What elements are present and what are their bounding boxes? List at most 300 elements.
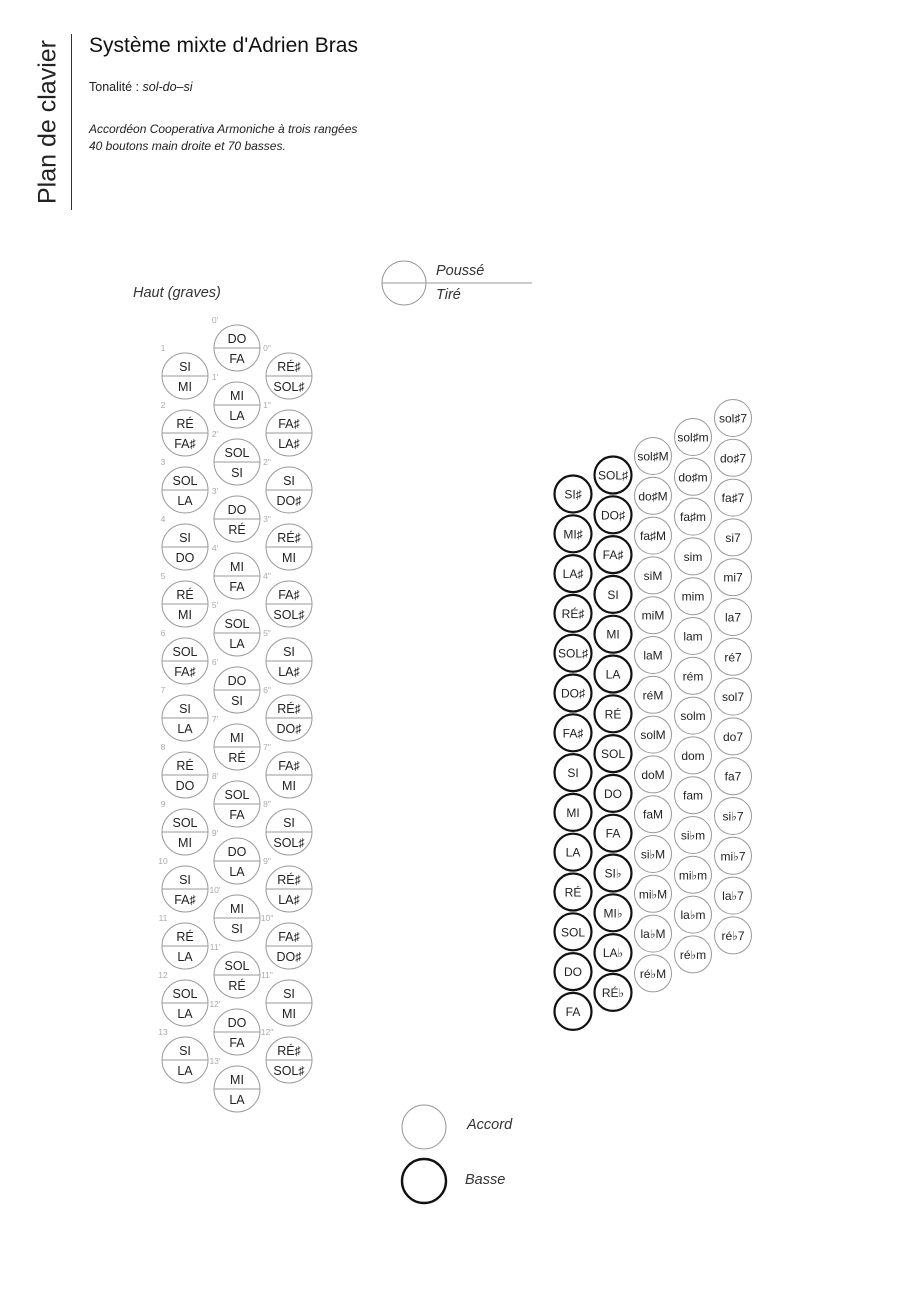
chord-label: fa♯7: [721, 491, 745, 506]
pull-note: DO♯: [276, 494, 302, 508]
treble-button[interactable]: [263, 685, 312, 741]
push-note: RÉ♯: [277, 702, 301, 716]
bass-note-label: MI: [606, 627, 620, 642]
pull-note: FA: [229, 1036, 245, 1050]
treble-button[interactable]: [161, 571, 208, 627]
treble-button[interactable]: [158, 970, 208, 1026]
chord-button[interactable]: [675, 896, 712, 933]
bass-note-label: RÉ: [564, 885, 582, 900]
push-note: SI: [179, 1044, 191, 1058]
chord-label: si♭7: [722, 809, 744, 824]
chord-button[interactable]: [675, 498, 712, 535]
chord-label: mi♭7: [720, 849, 746, 864]
bass-note-label: SOL: [600, 747, 626, 762]
button-number: 7': [211, 714, 219, 724]
button-number: 1': [211, 372, 219, 382]
chord-label: dom: [681, 748, 705, 763]
button-number: 8': [211, 771, 219, 781]
chord-button[interactable]: [675, 538, 712, 575]
pull-note: LA: [229, 409, 245, 423]
push-note: RÉ♯: [277, 1044, 301, 1058]
bass-note-label: RÉ: [604, 707, 622, 722]
chord-button[interactable]: [675, 936, 712, 973]
chord-button[interactable]: [675, 657, 712, 694]
chord-label: laM: [643, 648, 663, 663]
bass-note-label: SOL♯: [597, 468, 629, 483]
treble-button[interactable]: [158, 856, 208, 912]
push-note: FA♯: [278, 930, 300, 944]
chord-button[interactable]: [715, 559, 752, 596]
bass-button[interactable]: [555, 874, 592, 911]
chord-button[interactable]: [715, 718, 752, 755]
legend-chord-label: Accord: [467, 1117, 513, 1133]
left-hand-bass-keyboard: [555, 400, 752, 1030]
bass-button[interactable]: [555, 714, 592, 751]
pull-note: RÉ: [228, 979, 246, 993]
push-note: DO: [227, 503, 247, 517]
top-graves-label: Haut (graves): [133, 285, 221, 301]
push-note: MI: [230, 902, 244, 916]
button-number: 13': [209, 1056, 221, 1066]
chord-label: ré♭M: [639, 966, 667, 981]
treble-button[interactable]: [161, 628, 208, 684]
pull-note: RÉ: [228, 751, 246, 765]
button-number: 2: [160, 400, 166, 410]
treble-button[interactable]: [158, 1027, 208, 1083]
chord-label: solm: [680, 709, 706, 724]
pull-note: SOL♯: [273, 608, 305, 622]
chord-label: ré♭7: [721, 928, 745, 943]
pull-note: LA: [177, 494, 193, 508]
push-note: SI: [283, 474, 295, 488]
chord-label: si7: [725, 530, 741, 545]
bass-button[interactable]: [595, 536, 632, 573]
chord-label: la♭7: [722, 889, 744, 904]
treble-button[interactable]: [263, 856, 312, 912]
chord-label: rém: [682, 669, 704, 684]
button-number: 11: [158, 913, 168, 923]
bass-button[interactable]: [595, 695, 632, 732]
chord-label: mi♭M: [638, 887, 668, 902]
bass-note-label: FA♯: [602, 548, 624, 563]
push-note: SI: [179, 531, 191, 545]
button-number: 12': [209, 999, 221, 1009]
button-number: 4': [211, 543, 219, 553]
push-note: DO: [227, 674, 247, 688]
vertical-title-text: Plan de clavier: [33, 40, 62, 204]
bass-button[interactable]: [595, 457, 632, 494]
button-number: 4: [160, 514, 166, 524]
chord-label: si♭M: [640, 847, 666, 862]
bass-button[interactable]: [555, 794, 592, 831]
button-number: 5': [211, 600, 219, 610]
chord-button[interactable]: [715, 877, 752, 914]
push-note: RÉ: [176, 759, 194, 773]
treble-button[interactable]: [209, 999, 260, 1055]
pull-note: LA: [177, 950, 193, 964]
push-note: SI: [179, 360, 191, 374]
pull-note: SI: [231, 922, 243, 936]
bass-button[interactable]: [555, 515, 592, 552]
treble-button[interactable]: [161, 400, 208, 456]
treble-button[interactable]: [263, 742, 312, 798]
button-number: 8: [160, 742, 166, 752]
bass-button[interactable]: [595, 934, 632, 971]
treble-button[interactable]: [212, 771, 260, 827]
button-number: 8": [263, 799, 271, 809]
button-number: 5": [263, 628, 271, 638]
push-note: SOL: [172, 816, 198, 830]
push-note: DO: [227, 845, 247, 859]
treble-button[interactable]: [263, 799, 312, 855]
button-number: 11': [209, 942, 221, 952]
chord-button[interactable]: [715, 519, 752, 556]
chord-label: fa♯M: [639, 529, 667, 544]
push-note: DO: [227, 1016, 247, 1030]
treble-button[interactable]: [261, 970, 312, 1026]
button-number: 3': [211, 486, 219, 496]
button-number: 2': [211, 429, 219, 439]
pull-note: FA♯: [174, 437, 196, 451]
chord-label: la♭m: [680, 908, 706, 923]
treble-button[interactable]: [161, 742, 208, 798]
push-note: MI: [230, 731, 244, 745]
bass-note-label: RÉ♯: [561, 606, 585, 621]
push-note: SOL: [224, 617, 250, 631]
button-number: 6: [160, 628, 166, 638]
pull-note: SOL♯: [273, 836, 305, 850]
bass-legend-icon: [402, 1159, 446, 1203]
bass-button[interactable]: [555, 476, 592, 513]
push-note: SOL: [172, 987, 198, 1001]
chord-label: mi7: [723, 570, 743, 585]
button-number: 3: [160, 457, 166, 467]
chord-button[interactable]: [675, 419, 712, 456]
chord-button[interactable]: [715, 439, 752, 476]
bass-button[interactable]: [555, 993, 592, 1030]
chord-button[interactable]: [635, 836, 672, 873]
bass-button[interactable]: [555, 834, 592, 871]
chord-label: do♯7: [719, 451, 747, 466]
button-number: 1: [160, 343, 166, 353]
bass-note-label: DO♯: [601, 508, 625, 523]
treble-button[interactable]: [161, 685, 208, 741]
bass-button[interactable]: [595, 576, 632, 613]
chord-label: ré♭m: [679, 947, 707, 962]
bass-note-label: SI: [607, 587, 619, 602]
chord-label: si♭m: [680, 828, 706, 843]
treble-button[interactable]: [161, 799, 208, 855]
chord-label: sim: [683, 549, 703, 564]
pull-note: FA♯: [174, 665, 196, 679]
push-note: MI: [230, 560, 244, 574]
chord-button[interactable]: [675, 618, 712, 655]
bass-note-label: DO: [604, 786, 622, 801]
bass-button[interactable]: [595, 616, 632, 653]
push-note: SI: [283, 816, 295, 830]
bass-note-label: RÉ♭: [601, 985, 625, 1000]
bass-button[interactable]: [595, 656, 632, 693]
chord-label: ré7: [724, 650, 742, 665]
chord-label: fa7: [724, 769, 742, 784]
treble-button[interactable]: [212, 600, 260, 656]
push-note: SI: [283, 645, 295, 659]
chord-label: sol♯m: [677, 430, 709, 445]
chord-label: sol♯7: [718, 411, 748, 426]
chord-button[interactable]: [675, 777, 712, 814]
chord-button[interactable]: [635, 716, 672, 753]
button-number: 12": [260, 1027, 274, 1037]
pull-note: MI: [178, 380, 192, 394]
push-note: MI: [230, 389, 244, 403]
pull-note: MI: [282, 551, 296, 565]
bass-button[interactable]: [555, 635, 592, 672]
chord-button[interactable]: [675, 578, 712, 615]
chord-button[interactable]: [715, 758, 752, 795]
chord-legend-icon: [402, 1105, 446, 1149]
chord-button[interactable]: [635, 955, 672, 992]
bass-button[interactable]: [555, 595, 592, 632]
pull-note: SOL♯: [273, 380, 305, 394]
chord-label: faM: [642, 807, 664, 822]
push-note: SOL: [224, 959, 250, 973]
chord-button[interactable]: [715, 917, 752, 954]
push-note: FA♯: [278, 417, 300, 431]
bass-note-label: FA♯: [562, 726, 584, 741]
bass-button[interactable]: [595, 974, 632, 1011]
chord-button[interactable]: [715, 678, 752, 715]
button-number: 6': [211, 657, 219, 667]
button-number: 9: [160, 799, 166, 809]
button-number: 0": [263, 343, 271, 353]
chord-button[interactable]: [635, 676, 672, 713]
chord-label: solM: [640, 728, 666, 743]
bass-note-label: LA: [605, 667, 621, 682]
chord-label: siM: [643, 568, 663, 583]
button-number: 1": [263, 400, 271, 410]
button-number: 4": [263, 571, 271, 581]
tonality-value: sol-do–si: [142, 80, 193, 94]
treble-button[interactable]: [161, 343, 208, 399]
pull-note: DO: [175, 779, 195, 793]
bass-note-label: MI♯: [563, 527, 583, 542]
pull-note: MI: [178, 608, 192, 622]
pull-note: MI: [282, 779, 296, 793]
chord-button[interactable]: [715, 837, 752, 874]
chord-button[interactable]: [675, 697, 712, 734]
pull-note: DO♯: [276, 722, 302, 736]
bass-button[interactable]: [555, 754, 592, 791]
button-number: 10: [158, 856, 168, 866]
button-number: 5: [160, 571, 166, 581]
push-note: SOL: [172, 645, 198, 659]
push-note: RÉ♯: [277, 531, 301, 545]
push-note: SI: [179, 873, 191, 887]
chord-button[interactable]: [715, 599, 752, 636]
pull-note: LA♯: [278, 665, 300, 679]
chord-button[interactable]: [635, 517, 672, 554]
button-number: 10': [209, 885, 221, 895]
chord-button[interactable]: [635, 915, 672, 952]
treble-button[interactable]: [212, 315, 260, 371]
chord-button[interactable]: [635, 875, 672, 912]
pull-note: DO♯: [276, 950, 302, 964]
button-number: 9': [211, 828, 219, 838]
bass-note-label: DO: [564, 965, 582, 980]
pull-note: MI: [282, 1007, 296, 1021]
chord-button[interactable]: [675, 458, 712, 495]
push-note: SI: [283, 987, 295, 1001]
bass-button[interactable]: [595, 775, 632, 812]
bass-note-label: LA♭: [602, 946, 624, 961]
pull-note: LA: [177, 722, 193, 736]
push-note: SOL: [224, 446, 250, 460]
treble-button[interactable]: [263, 514, 312, 570]
push-note: FA♯: [278, 759, 300, 773]
pull-note: FA: [229, 580, 245, 594]
treble-button[interactable]: [212, 429, 260, 485]
chord-label: réM: [642, 688, 664, 703]
button-number: 3": [263, 514, 271, 524]
push-note: RÉ: [176, 930, 194, 944]
treble-button[interactable]: [161, 514, 208, 570]
chord-button[interactable]: [675, 737, 712, 774]
chord-button[interactable]: [715, 479, 752, 516]
chord-button[interactable]: [635, 796, 672, 833]
button-number: 9": [263, 856, 271, 866]
treble-button[interactable]: [263, 343, 312, 399]
bass-button[interactable]: [595, 735, 632, 772]
chord-label: do♯m: [678, 470, 708, 485]
bass-note-label: SI♯: [564, 487, 582, 502]
button-number: 12: [158, 970, 168, 980]
treble-button[interactable]: [159, 913, 208, 969]
treble-button[interactable]: [212, 828, 260, 884]
chord-label: mim: [681, 589, 705, 604]
treble-button[interactable]: [263, 457, 312, 513]
treble-button[interactable]: [261, 913, 312, 969]
bass-button[interactable]: [555, 913, 592, 950]
push-note: SOL: [172, 474, 198, 488]
pull-note: SI: [231, 694, 243, 708]
bass-button[interactable]: [595, 894, 632, 931]
chord-label: fam: [682, 788, 704, 803]
legend-push-label: Poussé: [436, 263, 485, 279]
treble-button[interactable]: [209, 885, 260, 941]
bass-button[interactable]: [555, 555, 592, 592]
pull-note: LA: [229, 865, 245, 879]
push-note: RÉ♯: [277, 873, 301, 887]
button-number: 7: [160, 685, 166, 695]
chord-button[interactable]: [675, 817, 712, 854]
chord-label: sol♯M: [637, 449, 669, 464]
chord-label: lam: [683, 629, 703, 644]
chord-label: fa♯m: [679, 510, 707, 525]
push-note: RÉ♯: [277, 360, 301, 374]
chord-label: la♭M: [640, 927, 666, 942]
chord-label: mi♭m: [678, 868, 708, 883]
pull-note: DO: [175, 551, 195, 565]
button-number: 0': [211, 315, 219, 325]
button-number: 7": [263, 742, 271, 752]
treble-button[interactable]: [209, 1056, 260, 1112]
chord-button[interactable]: [635, 477, 672, 514]
treble-button[interactable]: [261, 1027, 312, 1083]
chord-button[interactable]: [635, 756, 672, 793]
push-note: SOL: [224, 788, 250, 802]
bass-note-label: LA♯: [562, 567, 584, 582]
chord-button[interactable]: [635, 597, 672, 634]
pull-note: LA: [177, 1064, 193, 1078]
chord-label: sol7: [721, 690, 745, 705]
chord-label: do♯M: [638, 489, 668, 504]
pull-note: FA: [229, 808, 245, 822]
pull-note: LA♯: [278, 893, 300, 907]
push-note: RÉ: [176, 417, 194, 431]
button-number: 10": [260, 913, 274, 923]
pull-note: SI: [231, 466, 243, 480]
chord-button[interactable]: [715, 638, 752, 675]
pull-note: FA: [229, 352, 245, 366]
treble-button[interactable]: [263, 400, 312, 456]
chord-label: la7: [724, 610, 742, 625]
description-line-1: Accordéon Cooperativa Armoniche à trois rangées: [89, 122, 358, 136]
treble-button[interactable]: [212, 657, 260, 713]
chord-button[interactable]: [715, 400, 752, 437]
chord-button[interactable]: [635, 637, 672, 674]
push-note: RÉ: [176, 588, 194, 602]
treble-button[interactable]: [263, 628, 312, 684]
bass-note-label: SOL: [560, 925, 586, 940]
treble-button[interactable]: [212, 486, 260, 542]
button-number: 2": [263, 457, 271, 467]
bass-note-label: FA: [605, 826, 621, 841]
treble-button[interactable]: [212, 372, 260, 428]
bass-button[interactable]: [555, 953, 592, 990]
bass-button[interactable]: [595, 815, 632, 852]
bass-button[interactable]: [595, 855, 632, 892]
treble-button[interactable]: [212, 714, 260, 770]
chord-label: do7: [722, 729, 744, 744]
right-hand-keyboard: [158, 315, 312, 1112]
treble-button[interactable]: [161, 457, 208, 513]
treble-button[interactable]: [263, 571, 312, 627]
treble-button[interactable]: [210, 942, 260, 998]
push-note: FA♯: [278, 588, 300, 602]
bass-note-label: LA: [565, 845, 581, 860]
pull-note: MI: [178, 836, 192, 850]
button-number: 6": [263, 685, 271, 695]
push-note: SI: [179, 702, 191, 716]
chord-button[interactable]: [635, 438, 672, 475]
push-note: DO: [227, 332, 247, 346]
chord-button[interactable]: [715, 798, 752, 835]
chord-label: doM: [641, 767, 665, 782]
legend-pull-label: Tiré: [436, 287, 461, 303]
treble-button[interactable]: [212, 543, 260, 599]
bass-button[interactable]: [555, 675, 592, 712]
legend-bass-label: Basse: [465, 1172, 506, 1188]
tonality-label: Tonalité :: [89, 80, 140, 94]
chord-button[interactable]: [675, 856, 712, 893]
push-note: MI: [230, 1073, 244, 1087]
bass-button[interactable]: [595, 496, 632, 533]
pull-note: LA: [229, 637, 245, 651]
bass-note-label: SI♭: [604, 866, 622, 881]
chord-button[interactable]: [635, 557, 672, 594]
pull-note: SOL♯: [273, 1064, 305, 1078]
bass-note-label: FA: [565, 1004, 581, 1019]
